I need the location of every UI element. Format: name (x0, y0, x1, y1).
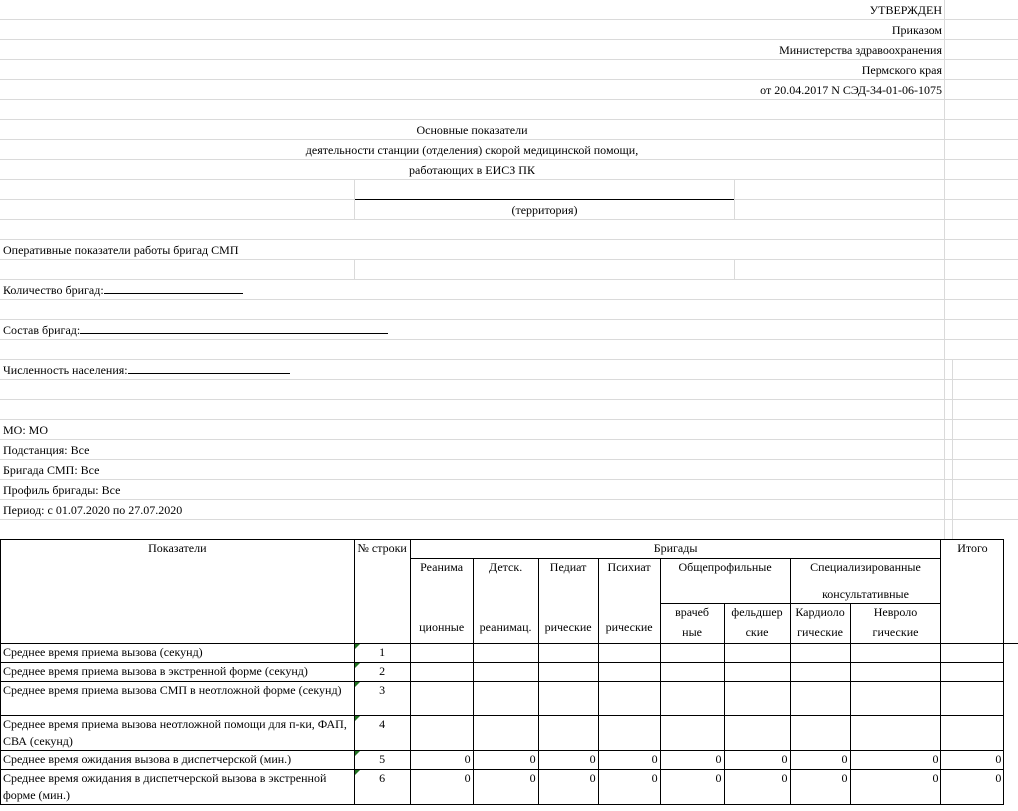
value-cell[interactable]: 0 (941, 751, 1004, 770)
value-cell[interactable] (941, 644, 1004, 663)
header-pediatric-top: Педиат (549, 560, 587, 574)
cell-marker-icon (355, 716, 360, 721)
header-feldsher-bottom: ские (745, 625, 769, 639)
value-cell[interactable] (724, 663, 790, 682)
value-cell[interactable] (473, 682, 538, 716)
header-neuro-top: Невроло (873, 605, 918, 619)
edge-cell (1004, 540, 1018, 644)
value-cell[interactable] (410, 663, 473, 682)
grid-column-line (734, 260, 735, 280)
brigade-count-blank (104, 281, 243, 294)
report-title-line2: деятельности станции (отделения) скорой медицинской помощи, (305, 143, 639, 157)
value-cell[interactable] (660, 716, 724, 751)
header-doctor-bottom: ные (682, 625, 702, 639)
value-cell[interactable] (941, 682, 1004, 716)
value-cell[interactable] (941, 663, 1004, 682)
value-cell[interactable]: 0 (538, 751, 598, 770)
row-number-value: 1 (379, 645, 386, 659)
value-cell[interactable]: 0 (410, 751, 473, 770)
value-cell[interactable]: 0 (850, 770, 941, 805)
row-label: Среднее время приема вызова неотложной помощи для п-ки, ФАП, СВА (секунд) (1, 716, 355, 751)
row-label: Среднее время приема вызова СМП в неотложной форме (секунд) (1, 682, 355, 716)
value-cell[interactable]: 0 (790, 770, 850, 805)
approved-label: УТВЕРЖДЕН (869, 3, 942, 17)
header-psychiatric-top: Психиат (607, 560, 651, 574)
row-number (354, 751, 410, 770)
table-row (1, 644, 1018, 663)
value-cell[interactable]: 0 (660, 751, 724, 770)
value-cell[interactable] (598, 644, 660, 663)
filter-profile: Профиль бригады: Все (3, 483, 121, 497)
value-cell[interactable] (598, 682, 660, 716)
row-label: Среднее время приема вызова (секунд) (1, 644, 355, 663)
value-cell[interactable] (473, 644, 538, 663)
brigade-composition-label: Состав бригад: (3, 323, 81, 337)
header-specialized-bottom: консультативные (822, 587, 909, 601)
row-label: Среднее время ожидания в диспетчерской вызова в экстренной форме (мин.) (1, 770, 355, 805)
report-title-line3: работающих в ЕИСЗ ПК (409, 163, 535, 177)
population-blank (128, 361, 290, 374)
row-number (354, 716, 410, 751)
cell-marker-icon (355, 682, 360, 687)
value-cell[interactable]: 0 (538, 770, 598, 805)
date-reference: от 20.04.2017 N СЭД-34-01-06-1075 (760, 83, 942, 97)
grid-column-line (952, 360, 953, 539)
row-number (354, 770, 410, 805)
header-reanimation-top: Реанима (420, 560, 464, 574)
grid-column-line (354, 260, 355, 280)
population-field (3, 360, 290, 380)
row-number (354, 663, 410, 682)
row-number (354, 644, 410, 663)
value-cell[interactable]: 0 (598, 770, 660, 805)
value-cell[interactable] (473, 716, 538, 751)
value-cell[interactable]: 0 (660, 770, 724, 805)
ministry-label: Министерства здравоохранения (779, 43, 942, 57)
value-cell[interactable] (660, 644, 724, 663)
value-cell[interactable]: 0 (410, 770, 473, 805)
value-cell[interactable] (598, 716, 660, 751)
value-cell[interactable] (473, 663, 538, 682)
header-cardio-bottom: гические (797, 625, 843, 639)
row-label: Среднее время приема вызова в экстренной форме (секунд) (1, 663, 355, 682)
value-cell[interactable]: 0 (941, 770, 1004, 805)
value-cell[interactable] (724, 682, 790, 716)
value-cell[interactable]: 0 (724, 770, 790, 805)
header-brigades: Бригады (410, 540, 941, 559)
header-general: Общепрофильные (660, 559, 790, 604)
row-label: Среднее время ожидания вызова в диспетчерской (мин.) (1, 751, 355, 770)
filter-substation: Подстанция: Все (3, 443, 90, 457)
header-row-number: № строки (354, 540, 410, 644)
cell-marker-icon (355, 663, 360, 668)
value-cell[interactable] (724, 644, 790, 663)
value-cell[interactable] (850, 663, 941, 682)
value-cell[interactable] (660, 682, 724, 716)
header-specialized (790, 559, 941, 604)
header-child-reanimation-top: Детск. (489, 560, 523, 574)
table-row (1, 716, 1018, 751)
header-child-reanimation-bottom: реанимац. (479, 620, 532, 634)
grid-column-line (944, 0, 945, 539)
brigade-count-field (3, 280, 243, 300)
header-specialized-top: Специализированные (810, 560, 921, 574)
value-cell[interactable] (538, 644, 598, 663)
cell-marker-icon (355, 770, 360, 775)
order-label: Приказом (891, 23, 942, 37)
header-feldsher (724, 604, 790, 644)
indicators-table (0, 539, 1018, 805)
row-number-value: 5 (379, 752, 386, 766)
header-doctor-top: врачеб (675, 605, 710, 619)
region-label: Пермского края (861, 63, 942, 77)
header-neuro (850, 604, 941, 644)
header-total: Итого (941, 540, 1004, 644)
section-heading: Оперативные показатели работы бригад СМП (3, 243, 239, 257)
value-cell[interactable] (850, 682, 941, 716)
value-cell[interactable] (790, 663, 850, 682)
brigade-count-label: Количество бригад: (3, 283, 104, 297)
header-cardio (790, 604, 850, 644)
brigade-composition-field (3, 320, 388, 340)
value-cell[interactable] (941, 716, 1004, 751)
report-title-line1: Основные показатели (416, 123, 528, 137)
table-row (1, 770, 1018, 805)
cell-marker-icon (355, 751, 360, 756)
value-cell[interactable] (850, 716, 941, 751)
header-child-reanimation (473, 559, 538, 644)
value-cell[interactable] (790, 682, 850, 716)
value-cell[interactable]: 0 (473, 751, 538, 770)
row-number (354, 682, 410, 716)
filter-brigade: Бригада СМП: Все (3, 463, 100, 477)
header-pediatric (538, 559, 598, 644)
row-number-value: 6 (379, 771, 386, 785)
table-body (1, 644, 1018, 805)
value-cell[interactable]: 0 (790, 751, 850, 770)
grid-column-line (734, 180, 735, 220)
value-cell[interactable]: 0 (724, 751, 790, 770)
header-reanimation-bottom: ционные (419, 620, 465, 634)
value-cell[interactable] (410, 644, 473, 663)
value-cell[interactable] (538, 663, 598, 682)
value-cell[interactable]: 0 (850, 751, 941, 770)
row-number-value: 2 (379, 664, 386, 678)
header-feldsher-top: фельдшер (731, 605, 783, 619)
value-cell[interactable] (790, 716, 850, 751)
filter-period: Период: с 01.07.2020 по 27.07.2020 (3, 503, 183, 517)
table-row (1, 751, 1018, 770)
value-cell[interactable] (660, 663, 724, 682)
header-psychiatric (598, 559, 660, 644)
cell-marker-icon (355, 644, 360, 649)
header-neuro-bottom: гические (872, 625, 919, 639)
value-cell[interactable] (724, 716, 790, 751)
value-cell[interactable] (410, 682, 473, 716)
header-pediatric-bottom: рические (544, 620, 592, 634)
value-cell[interactable] (538, 682, 598, 716)
value-cell[interactable] (850, 644, 941, 663)
population-label: Численность населения: (3, 363, 128, 377)
header-psychiatric-bottom: рические (605, 620, 653, 634)
value-cell[interactable] (410, 716, 473, 751)
filter-mo: МО: МО (3, 423, 49, 437)
territory-label: (территория) (511, 203, 578, 217)
row-number-value: 4 (379, 717, 386, 731)
header-reanimation (410, 559, 473, 644)
row-number-value: 3 (379, 683, 386, 697)
brigade-composition-blank (80, 321, 388, 334)
value-cell[interactable] (790, 644, 850, 663)
header-cardio-top: Кардиоло (795, 605, 845, 619)
table-row (1, 682, 1018, 716)
header-indicators: Показатели (1, 540, 355, 644)
header-doctor (660, 604, 724, 644)
table-row (1, 663, 1018, 682)
value-cell[interactable] (598, 663, 660, 682)
value-cell[interactable]: 0 (473, 770, 538, 805)
value-cell[interactable] (538, 716, 598, 751)
value-cell[interactable]: 0 (598, 751, 660, 770)
